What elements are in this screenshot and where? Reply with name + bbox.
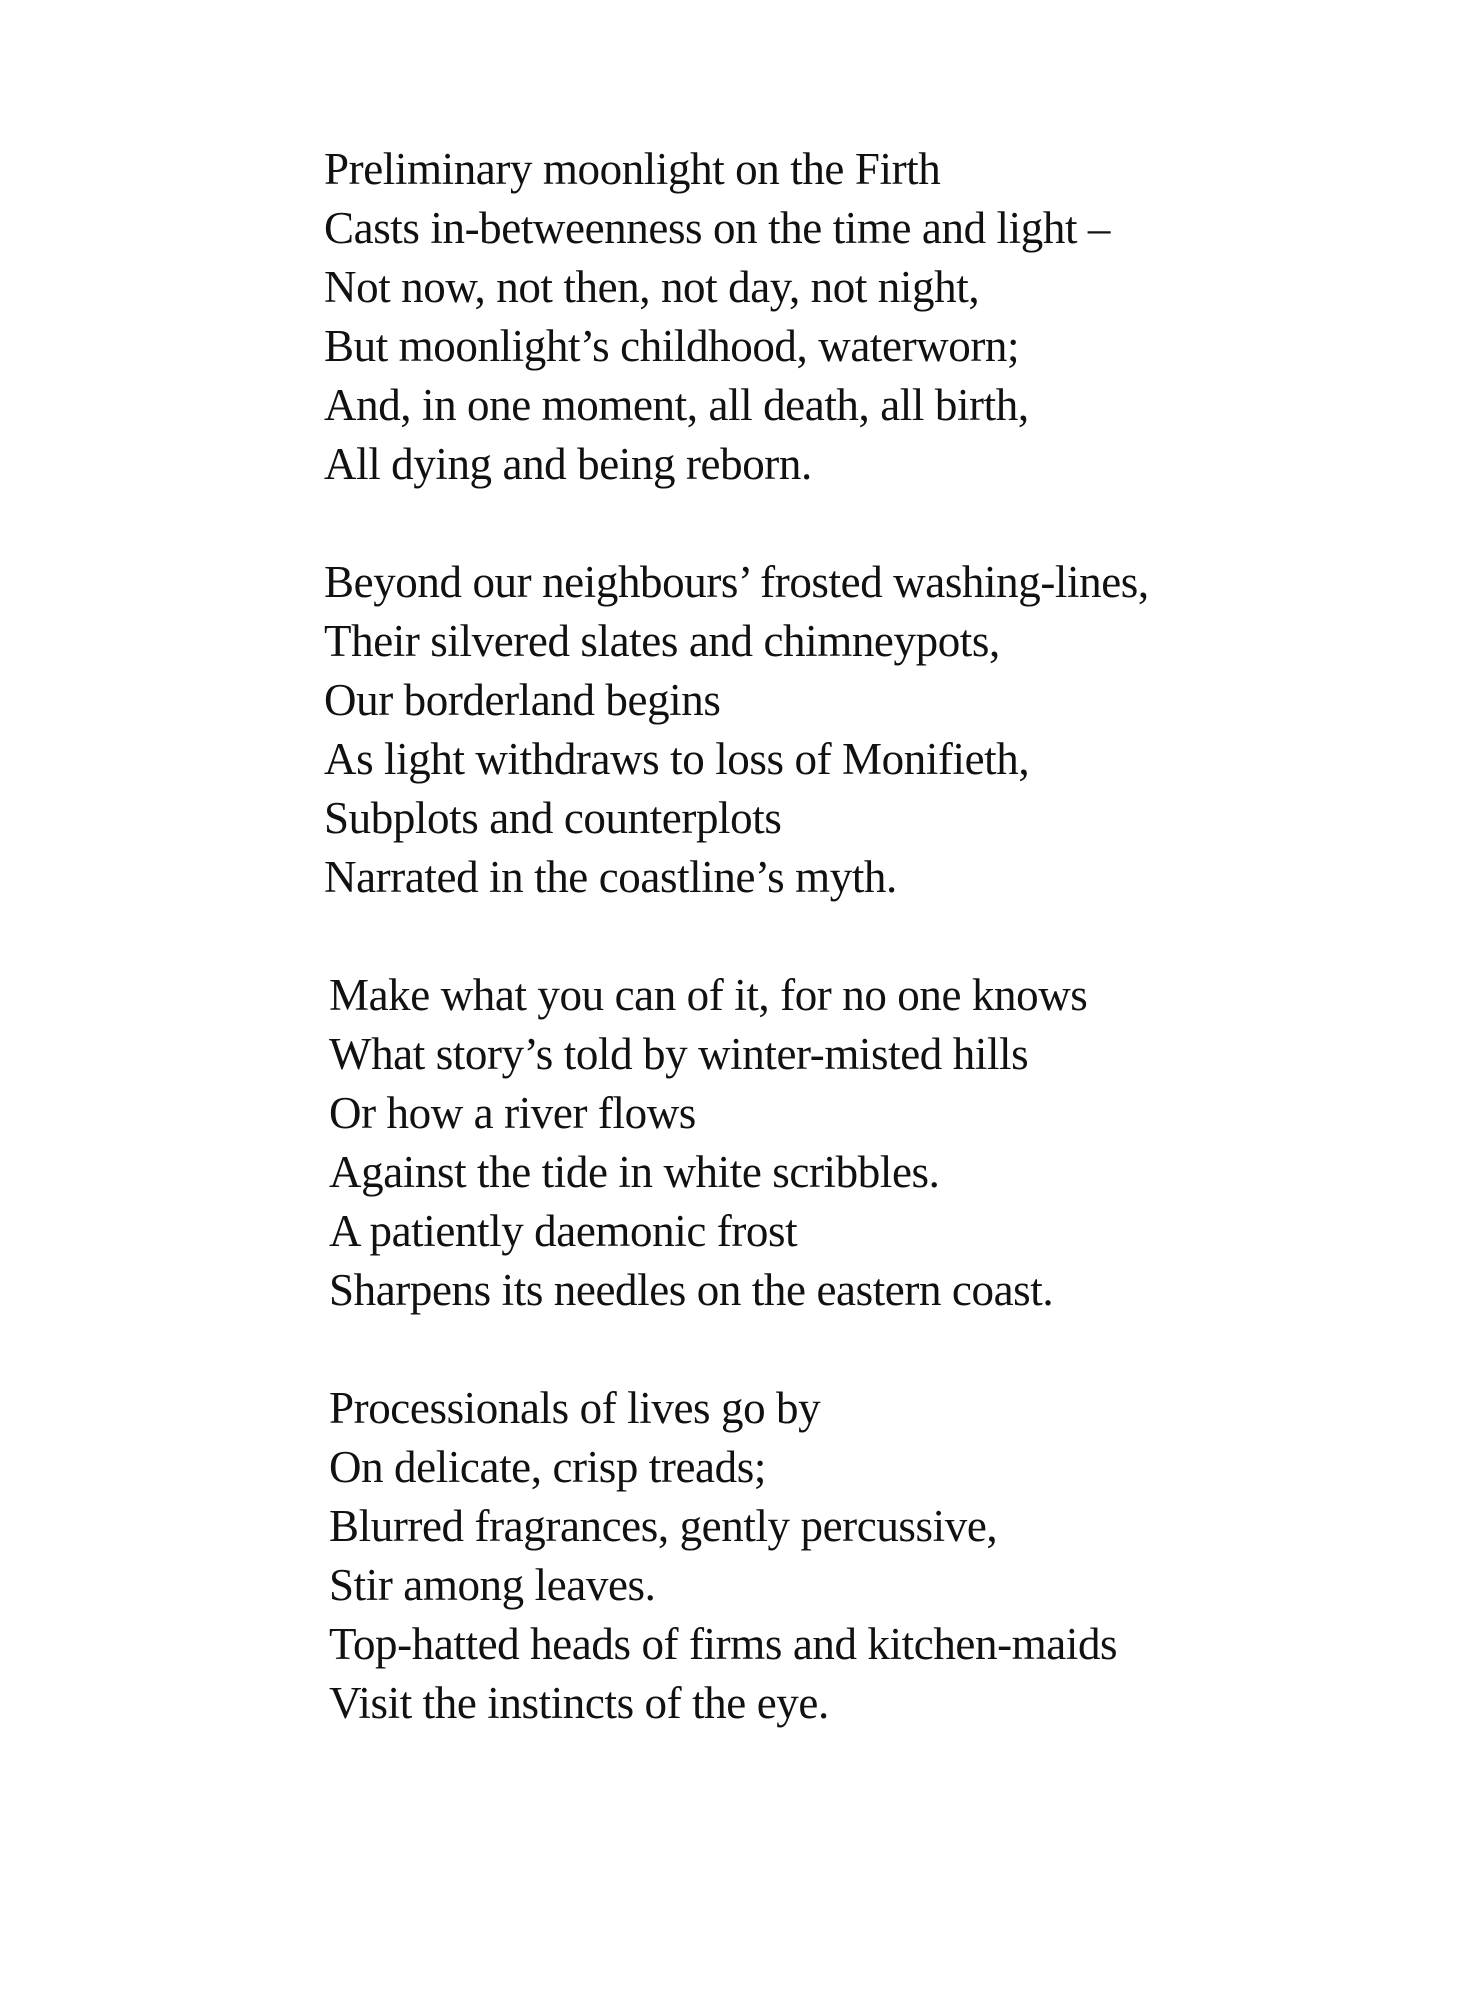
poem-line: All dying and being reborn.	[324, 439, 812, 489]
poem-line: Top-hatted heads of firms and kitchen-maids	[329, 1619, 1118, 1669]
poem-line: As light withdraws to loss of Monifieth,	[324, 734, 1030, 784]
poem-line: What story’s told by winter-misted hills	[329, 1029, 1029, 1079]
poem-line: Make what you can of it, for no one knows	[329, 970, 1088, 1020]
poem-line: Processionals of lives go by	[329, 1383, 821, 1433]
stanza-3	[324, 966, 1149, 1320]
poem-line: Or how a river flows	[329, 1088, 696, 1138]
poem-line: Visit the instincts of the eye.	[329, 1678, 829, 1728]
stanza-2	[324, 553, 1149, 907]
poem-line: Against the tide in white scribbles.	[329, 1147, 940, 1197]
poem-line: But moonlight’s childhood, waterworn;	[324, 321, 1020, 371]
poem-line: Subplots and counterplots	[324, 793, 782, 843]
poem	[324, 140, 1149, 1733]
poem-line: Beyond our neighbours’ frosted washing-lines,	[324, 557, 1149, 607]
stanza-1	[324, 140, 1149, 494]
stanza-4	[324, 1379, 1149, 1733]
poem-line: Casts in-betweenness on the time and light –	[324, 203, 1111, 253]
poem-line: Blurred fragrances, gently percussive,	[329, 1501, 998, 1551]
poem-line: Not now, not then, not day, not night,	[324, 262, 980, 312]
poem-line: Stir among leaves.	[329, 1560, 656, 1610]
poem-line: Their silvered slates and chimneypots,	[324, 616, 1000, 666]
poem-line: Narrated in the coastline’s myth.	[324, 852, 897, 902]
poem-line: And, in one moment, all death, all birth,	[324, 380, 1029, 430]
poem-line: Preliminary moonlight on the Firth	[324, 144, 941, 194]
poem-line: Our borderland begins	[324, 675, 721, 725]
poem-line: A patiently daemonic frost	[329, 1206, 798, 1256]
poem-line: On delicate, crisp treads;	[329, 1442, 766, 1492]
poem-line: Sharpens its needles on the eastern coast.	[329, 1265, 1054, 1315]
